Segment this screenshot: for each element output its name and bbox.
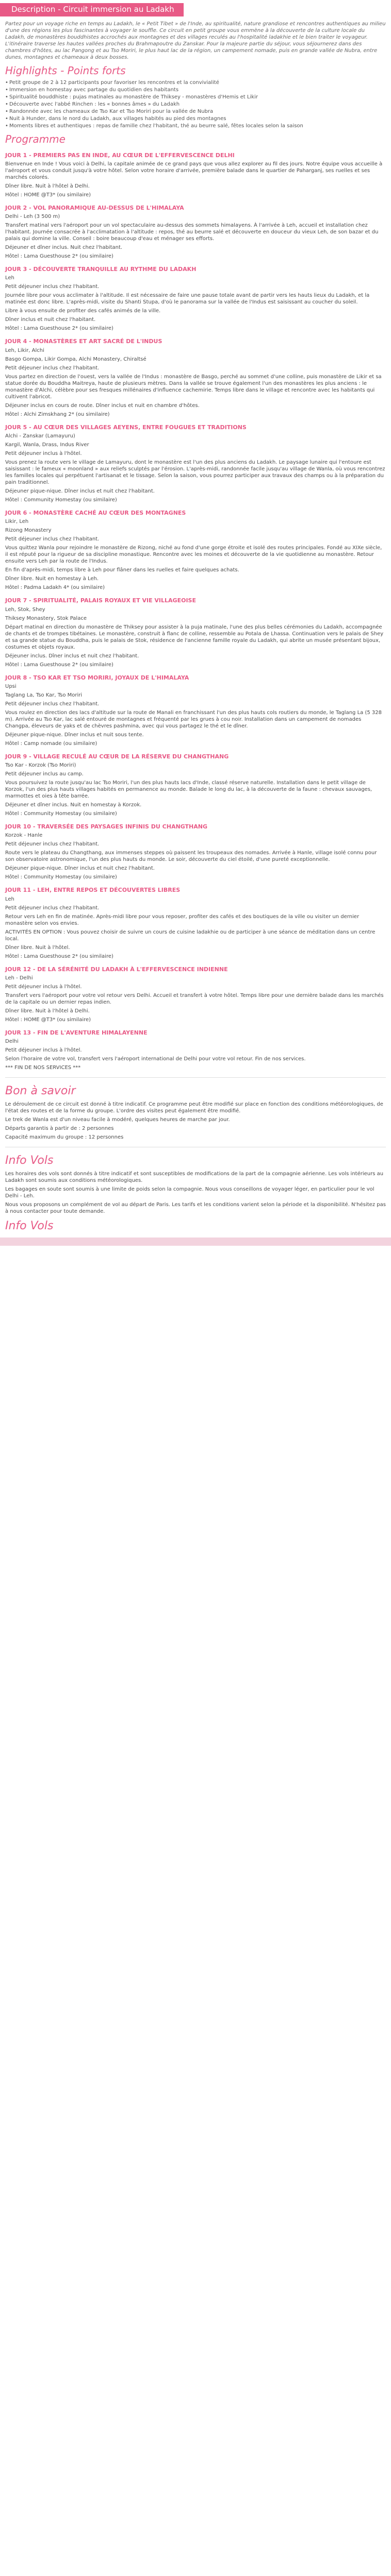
footer-title: Info Vols [5,1219,54,1232]
day-paragraph: Hôtel : Community Homestay (ou similaire) [5,497,117,503]
day-paragraph: Libre à vous ensuite de profiter des cafés animés de la ville. [5,308,161,314]
day-paragraph: Hôtel : HOME @T3* (ou similaire) [5,1017,91,1023]
day-block [0,152,391,198]
day-paragraph: Dîner libre. Nuit à l'hôtel. [5,944,70,951]
day-paragraph: Likir, Leh [5,519,29,525]
info-vols-paragraph: Les horaires des vols sont donnés à titre indicatif et sont susceptibles de modifications de la part de la compagnie aérienne. Les vols intérieurs au Ladakh sont soumis aux conditions météorologiques. [5,1171,384,1183]
highlight-item: • Randonnée avec les chameaux de Tso Kar et Tso Moriri pour la vallée de Nubra [5,108,386,115]
day-paragraph: Petit déjeuner inclus chez l'habitant. [5,841,100,848]
page-banner: Description - Circuit immersion au Ladakh [0,3,184,16]
day-paragraph: Kargil, Wanla, Drass, Indus River [5,442,89,448]
day-paragraph: Déjeuner pique-nique. Dîner inclus et nuit chez l'habitant. [5,488,155,494]
day-block [0,424,391,503]
day-paragraph: *** FIN DE NOS SERVICES *** [5,1065,81,1071]
day-paragraph: Retour vers Leh en fin de matinée. Après-midi libre pour vous reposer, profiter des cafés et des boutiques de la ville ou visiter un dernier monastère selon vos envies. [5,913,360,926]
day-paragraph: Vous partez en direction de l'ouest, vers la vallée de l'Indus : monastère de Basgo, perché au sommet d'une colline, puis monastère de Likir et sa statue dorée du Bouddha Maitreya, haute de plusieurs mètres. Dans la vallée se trouve également l'un des monastères les plus anciens : le monastère d'Alchi, célèbre pour ses fresques millénaires d'influence cachemirie. Temps libre dans le village et rencontre avec les habitants qui cultivent l'abricot. [5,374,382,400]
day-paragraph: En fin d'après-midi, temps libre à Leh pour flâner dans les ruelles et faire quelques achats. [5,567,239,573]
day-paragraph: Basgo Gompa, Likir Gompa, Alchi Monastery, Chiraltsé [5,356,146,362]
day-paragraph: Delhi - Leh (3 500 m) [5,214,60,220]
footer-bar [0,1238,391,1246]
day-paragraph: Leh, Likir, Alchi [5,347,44,353]
day-paragraph: Déjeuner pique-nique. Dîner inclus et nuit chez l'habitant. [5,866,155,872]
day-paragraph: Korzok - Hanle [5,833,43,839]
day-paragraph: Tso Kar - Korzok (Tso Moriri) [5,762,76,769]
good-to-know-paragraph: Capacité maximum du groupe : 12 personnes [5,1134,124,1140]
day-paragraph: Taglang La, Tso Kar, Tso Moriri [5,692,83,698]
good-to-know-title: Bon à savoir [5,1084,76,1098]
day-paragraph: Petit déjeuner inclus à l'hôtel. [5,1047,82,1054]
day-paragraph: Vous quittez Wanla pour rejoindre le monastère de Rizong, niché au fond d'une gorge étroite et isolé des routes principales. Fondé au XIXe siècle, il est réputé pour la rigueur de sa discipline monastique. Rencontre avec les moines et découverte de la vie quotidienne au monastère. Retour ensuite vers Leh par la route de l'Indus. [5,545,382,565]
day-paragraph: Transfert matinal vers l'aéroport pour un vol spectaculaire au-dessus des sommets himalayens. À l'arrivée à Leh, accueil et installation chez l'habitant. Journée consacrée à l'acclimatation à l'altitude : repos, thé au beurre salé et découverte en douceur du vieux Leh, de son bazar et du palais qui domine la ville. Conseil : boire beaucoup d'eau et ménager ses efforts. [5,223,379,242]
day-paragraph: Rizong Monastery [5,528,52,534]
day-paragraph: Leh [5,275,14,281]
day-paragraph: Transfert vers l'aéroport pour votre vol retour vers Delhi. Accueil et transfert à votre hôtel. Temps libre pour une dernière balade dans les marchés de la capitale ou un dernier repas indien. [5,993,384,1006]
highlight-item: • Découverte avec l'abbé Rinchen : les « bonnes âmes » du Ladakh [5,101,386,108]
day-paragraph: Petit déjeuner inclus chez l'habitant. [5,905,100,911]
day-block [0,597,391,668]
day-block [0,674,391,747]
day-title: JOUR 2 - VOL PANORAMIQUE AU-DESSUS DE L'HIMALAYA [5,204,184,211]
day-paragraph: Vous poursuivez la route jusqu'au lac Tso Moriri, l'un des plus hauts lacs d'Inde, classé réserve naturelle. Installation dans le petit village de Korzok, l'un des plus hauts villages habités en permanence au monde. Balade le long du lac, à la découverte de la faune : chevaux sauvages, marmottes et oies à tête barrée. [5,780,372,800]
highlights-title: Highlights - Points forts [5,64,126,77]
good-to-know-paragraph: Départs garantis à partir de : 2 personnes [5,1125,114,1131]
day-paragraph: Vous roulez en direction des lacs d'altitude sur la route de Manali en franchissant l'un des plus hauts cols routiers du monde, le Taglang La (5 328 m). Arrivée au Tso Kar, lac salé entouré de montagnes et fréquenté par les grues à cou noir. Installation dans un campement de nomades Changpa, éleveurs de yaks et de chèvres pashmina, avec qui vous partagez le thé et le dîner. [5,709,382,729]
day-paragraph: Route vers le plateau du Changthang, aux immenses steppes où paissent les troupeaux des nomades. Arrivée à Hanle, village isolé connu pour son observatoire astronomique, l'un des plus hauts du monde. Le soir, découverte du ciel étoilé, d'une pureté exceptionnelle. [5,850,377,863]
day-paragraph: Upsi [5,683,17,689]
day-title: JOUR 12 - DE LA SÉRÉNITÉ DU LADAKH À L'EFFERVESCENCE INDIENNE [5,965,228,973]
day-paragraph: Hôtel : Alchi Zimskhang 2* (ou similaire) [5,411,110,417]
highlight-item: • Immersion en homestay avec partage du quotidien des habitants [5,87,386,93]
day-paragraph: Bienvenue en Inde ! Vous voici à Delhi, la capitale animée de ce grand pays que vous allez explorer au fil des jours. Notre équipe vous accueille à l'aéroport et vous conduit jusqu'à votre hôtel. Selon votre horaire d'arrivée, première balade dans le quartier de Paharganj, ses ruelles et ses marchés colorés. [5,161,383,180]
day-paragraph: Déjeuner et dîner inclus. Nuit en homestay à Korzok. [5,802,142,808]
day-block [0,338,391,417]
day-title: JOUR 8 - TSO KAR ET TSO MORIRI, JOYAUX DE L'HIMALAYA [5,674,189,681]
day-title: JOUR 13 - FIN DE L'AVENTURE HIMALAYENNE [5,1029,148,1037]
day-title: JOUR 5 - AU CŒUR DES VILLAGES AEYENS, ENTRE FOUGUES ET TRADITIONS [5,423,247,431]
day-block [0,205,391,260]
day-block [0,753,391,817]
day-paragraph: Hôtel : Lama Guesthouse 2* (ou similaire) [5,662,113,668]
highlight-item: • Petit groupe de 2 à 12 participants pour favoriser les rencontres et la convivialité [5,79,386,86]
highlight-item: • Moments libres et authentiques : repas de famille chez l'habitant, thé au beurre salé, fêtes locales selon la saison [5,123,386,129]
info-vols-title: Info Vols [5,1154,54,1167]
day-paragraph: Leh - Delhi [5,975,33,981]
programme-days [0,152,391,1072]
programme-title: Programme [5,132,66,145]
good-to-know-paragraph: Le trek de Wanla est d'un niveau facile à modéré, quelques heures de marche par jour. [5,1116,230,1123]
day-paragraph: Hôtel : Lama Guesthouse 2* (ou similaire) [5,326,113,332]
page [0,0,391,1246]
day-paragraph: Hôtel : Lama Guesthouse 2* (ou similaire) [5,953,113,959]
day-paragraph: Petit déjeuner inclus chez l'habitant. [5,536,100,543]
intro-text: Partez pour un voyage riche en temps au Ladakh, le « Petit Tibet » de l'Inde, au spiritualité, nature grandiose et rencontres authentiques au milieu d'une des régions les plus fascinantes à voyager le souffle. Ce circuit en petit groupe vous emmène à la découverte de la culture locale du Ladakh, de monastères bouddhistes accrochés aux montagnes et des villages reculés au l'hospitalité ladakhie et le bien traiter le voyageur. L'itinéraire traverse les hautes vallées proches du Brahmapoutre du Zanskar. Pour la majeure partie du séjour, vous séjournerez dans des chambres d'hôtes, au lac Pangong et au Tso Moriri, le plus haut lac de la région, un campement nomade, puis en grande vallée de Nubra, entre dunes, montagnes et chameaux à deux bosses. [5,21,386,60]
day-paragraph: Vous prenez la route vers le village de Lamayuru, dont le monastère est l'un des plus anciens du Ladakh. Le paysage lunaire qui l'entoure est saisissant : le fameux « moonland » aux reliefs sculptés par l'érosion. L'après-midi, randonnée facile jusqu'au village de Wanla, où vous rencontrez les familles locales qui perpétuent l'artisanat et le tissage. Selon la saison, vous pourrez participer aux travaux des champs ou à la préparation du pain traditionnel. [5,459,385,485]
day-block [0,510,391,591]
day-paragraph: Dîner libre. Nuit à l'hôtel à Delhi. [5,1008,90,1014]
day-block [0,823,391,880]
good-to-know [0,1101,391,1141]
day-paragraph: Hôtel : Lama Guesthouse 2* (ou similaire) [5,253,113,260]
day-title: JOUR 9 - VILLAGE RECULÉ AU CŒUR DE LA RÉSERVE DU CHANGTHANG [5,753,229,760]
good-to-know-paragraph: Le déroulement de ce circuit est donné à titre indicatif. Ce programme peut être modifié sur place en fonction des conditions météorologiques, de l'état des routes et de la forme du groupe. L'ordre des visites peut également être modifié. [5,1101,383,1114]
day-paragraph: Selon l'horaire de votre vol, transfert vers l'aéroport international de Delhi pour votre vol retour. Fin de nos services. [5,1056,306,1062]
day-block [0,266,391,332]
day-block [0,887,391,959]
day-paragraph: Dîner libre. Nuit en homestay à Leh. [5,576,99,582]
day-title: JOUR 11 - LEH, ENTRE REPOS ET DÉCOUVERTES LIBRES [5,887,181,894]
day-paragraph: Petit déjeuner inclus à l'hôtel. [5,984,82,990]
day-paragraph: Hôtel : HOME @T3* (ou similaire) [5,192,91,198]
day-paragraph: Thiksey Monastery, Stok Palace [5,615,87,621]
day-paragraph: Déjeuner inclus. Dîner inclus et nuit chez l'habitant. [5,653,139,659]
day-paragraph: Alchi - Zanskar (Lamayuru) [5,433,75,439]
highlight-item: • Nuit à Hunder, dans le nord du Ladakh, aux villages habités au pied des montagnes [5,115,386,122]
day-block [0,966,391,1023]
divider [5,1077,386,1078]
day-paragraph: Dîner libre. Nuit à l'hôtel à Delhi. [5,183,90,189]
info-vols-paragraph: Nous vous proposons un complément de vol au départ de Paris. Les tarifs et les conditions varient selon la période et la disponibilité. N'hésitez pas à nous contacter pour toute demande. [5,1201,386,1214]
day-paragraph: Delhi [5,1039,19,1045]
day-paragraph: Hôtel : Community Homestay (ou similaire) [5,811,117,817]
day-paragraph: Petit déjeuner inclus au camp. [5,771,84,777]
info-vols [0,1171,391,1215]
info-vols-paragraph: Les bagages en soute sont soumis à une limite de poids selon la compagnie. Nous vous conseillons de voyager léger, en particulier pour le vol Delhi - Leh. [5,1186,374,1199]
day-paragraph: Petit déjeuner inclus chez l'habitant. [5,284,100,290]
day-paragraph: Déjeuner et dîner inclus. Nuit chez l'habitant. [5,245,123,251]
highlights-list [5,79,386,129]
day-paragraph: Leh, Stok, Shey [5,606,45,613]
day-paragraph: Journée libre pour vous acclimater à l'altitude. Il est nécessaire de faire une pause totale avant de partir vers les hauts lieux du Ladakh, et la matinée est donc libre. L'après-midi, visite du Shanti Stupa, d'où le panorama sur la vallée de l'Indus est saisissant au coucher du soleil. [5,293,370,306]
day-title: JOUR 6 - MONASTÈRE CACHÉ AU CŒUR DES MONTAGNES [5,509,186,516]
day-paragraph: ACTIVITÉS EN OPTION : Vous pouvez choisir de suivre un cours de cuisine ladakhie ou de participer à une séance de méditation dans un centre local. [5,929,376,942]
day-title: JOUR 3 - DÉCOUVERTE TRANQUILLE AU RYTHME DU LADAKH [5,266,197,273]
day-paragraph: Petit déjeuner inclus chez l'habitant. [5,365,100,371]
day-paragraph: Hôtel : Camp nomade (ou similaire) [5,740,97,747]
day-paragraph: Hôtel : Padma Ladakh 4* (ou similaire) [5,585,105,591]
day-paragraph: Dîner inclus et nuit chez l'habitant. [5,317,96,323]
day-title: JOUR 10 - TRAVERSÉE DES PAYSAGES INFINIS DU CHANGTHANG [5,823,207,831]
day-block [0,1029,391,1071]
day-paragraph: Déjeuner pique-nique. Dîner inclus et nuit sous tente. [5,732,144,738]
day-title: JOUR 1 - PREMIERS PAS EN INDE, AU CŒUR DE L'EFFERVESCENCE DELHI [5,151,235,159]
day-paragraph: Déjeuner inclus en cours de route. Dîner inclus et nuit en chambre d'hôtes. [5,402,200,409]
day-paragraph: Départ matinal en direction du monastère de Thiksey pour assister à la puja matinale, l'une des plus belles cérémonies du Ladakh, accompagnée de chants et de trompes tibétaines. Le monastère, construit à flanc de colline, ressemble au Potala de Lhassa. Continuation vers le palais de Shey et sa grande statue du Bouddha, puis le palais de Stok, résidence de l'ancienne famille royale du Ladakh, qui abrite un musée présentant bijoux, costumes et objets royaux. [5,624,384,650]
highlight-item: • Spiritualité bouddhiste : pujas matinales au monastère de Thiksey - monastères d'Hemis et Likir [5,94,386,100]
day-paragraph: Petit déjeuner inclus chez l'habitant. [5,701,100,707]
day-paragraph: Hôtel : Community Homestay (ou similaire) [5,874,117,880]
day-paragraph: Leh [5,896,14,902]
day-title: JOUR 7 - SPIRITUALITÉ, PALAIS ROYAUX ET VIE VILLAGEOISE [5,597,196,604]
day-paragraph: Petit déjeuner inclus à l'hôtel. [5,450,82,456]
day-title: JOUR 4 - MONASTÈRES ET ART SACRÉ DE L'INDUS [5,338,162,345]
